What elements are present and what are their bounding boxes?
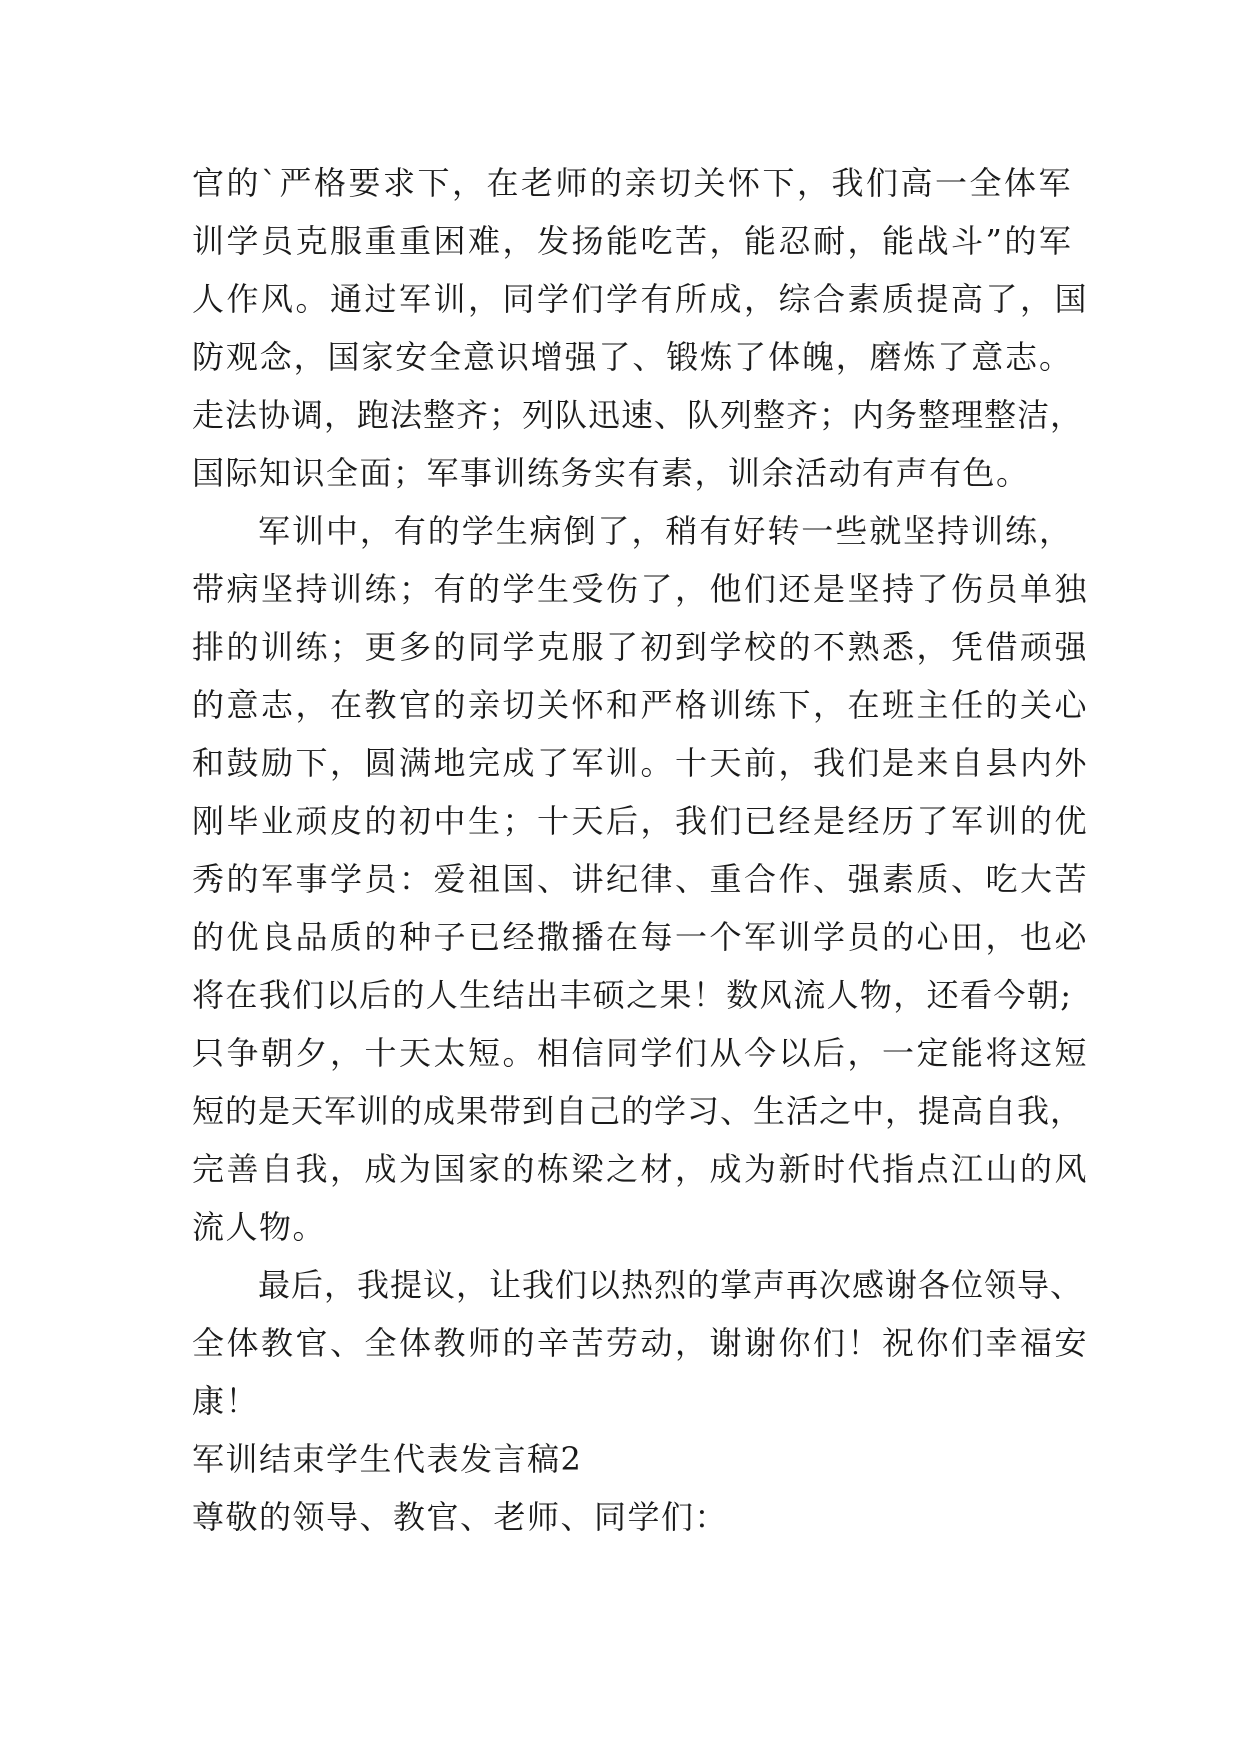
paragraph bbox=[192, 1256, 1090, 1430]
document-body bbox=[192, 154, 1090, 1546]
text-line: 最后，我提议，让我们以热烈的掌声再次感谢各位领导、 bbox=[258, 1266, 1084, 1304]
text-line: 完善自我，成为国家的栋梁之材，成为新时代指点江山的风 bbox=[192, 1150, 1090, 1188]
text-line: 官的`严格要求下，在老师的亲切关怀下，我们高一全体军 bbox=[192, 164, 1074, 202]
paragraph bbox=[192, 154, 1090, 502]
text-line: 短的是天军训的成果带到自己的学习、生活之中，提高自我， bbox=[192, 1092, 1084, 1130]
text-line: 的意志，在教官的亲切关怀和严格训练下，在班主任的关心 bbox=[192, 686, 1090, 724]
text-line: 全体教官、全体教师的辛苦劳动，谢谢你们！祝你们幸福安 bbox=[192, 1324, 1090, 1362]
text-line: 训学员克服重重困难，发扬能吃苦，能忍耐，能战斗”的军 bbox=[192, 222, 1074, 260]
text-line: 刚毕业顽皮的初中生；十天后，我们已经是经历了军训的优 bbox=[192, 802, 1090, 840]
text-line: 带病坚持训练；有的学生受伤了，他们还是坚持了伤员单独 bbox=[192, 570, 1090, 608]
text-line: 只争朝夕，十天太短。相信同学们从今以后，一定能将这短 bbox=[192, 1034, 1090, 1072]
salutation: 尊敬的领导、教官、老师、同学们： bbox=[192, 1498, 729, 1536]
text-line: 走法协调，跑法整齐；列队迅速、队列整齐；内务整理整洁， bbox=[192, 396, 1084, 434]
text-line: 和鼓励下，圆满地完成了军训。十天前，我们是来自县内外 bbox=[192, 744, 1090, 782]
text-line: 秀的军事学员：爱祖国、讲纪律、重合作、强素质、吃大苦 bbox=[192, 860, 1090, 898]
text-line: 防观念，国家安全意识增强了、锻炼了体魄，磨炼了意志。 bbox=[192, 338, 1072, 376]
text-line: 康！ bbox=[192, 1382, 260, 1420]
text-line: 将在我们以后的人生结出丰硕之果！数风流人物，还看今朝; bbox=[192, 976, 1072, 1014]
paragraph bbox=[192, 502, 1090, 1256]
text-line: 军训中，有的学生病倒了，稍有好转一些就坚持训练， bbox=[258, 512, 1072, 550]
text-line: 排的训练；更多的同学克服了初到学校的不熟悉，凭借顽强 bbox=[192, 628, 1090, 666]
text-line: 的优良品质的种子已经撒播在每一个军训学员的心田，也必 bbox=[192, 918, 1090, 956]
text-line: 人作风。通过军训，同学们学有所成，综合素质提高了，国 bbox=[192, 280, 1090, 318]
text-line: 流人物。 bbox=[192, 1208, 327, 1246]
section-heading: 军训结束学生代表发言稿2 bbox=[192, 1440, 583, 1478]
text-line: 国际知识全面；军事训练务实有素，训余活动有声有色。 bbox=[192, 454, 1030, 492]
